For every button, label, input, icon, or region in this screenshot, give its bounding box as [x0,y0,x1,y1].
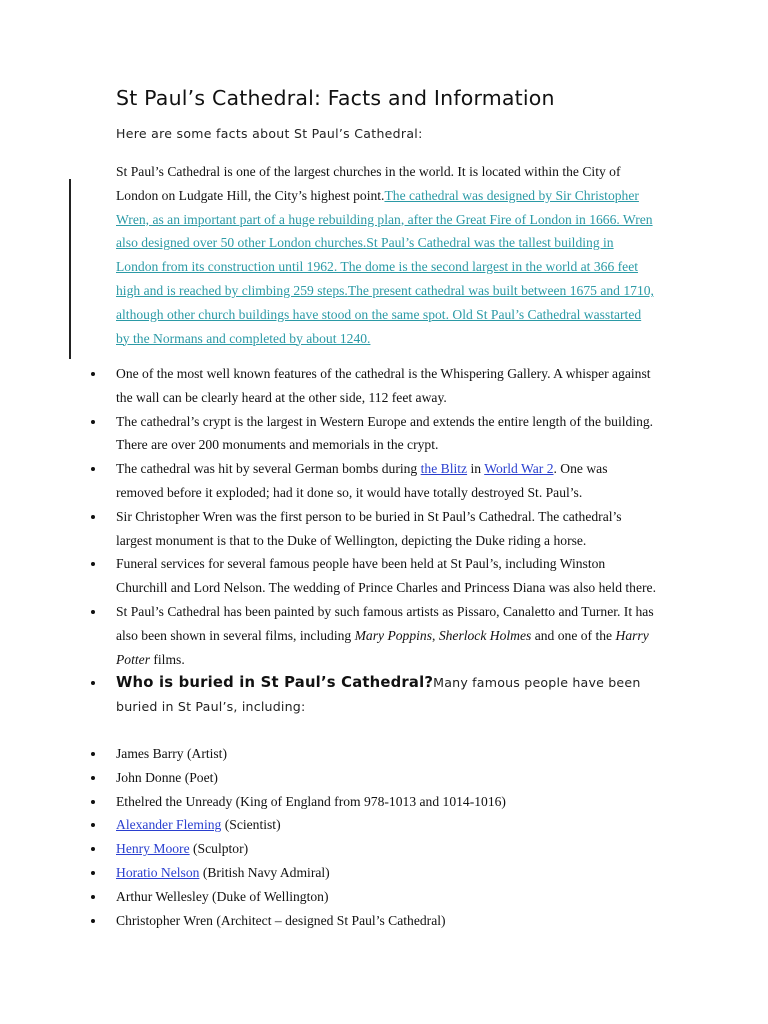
list-item-text: James Barry (Artist) [116,746,227,761]
list-item-text: The cathedral was hit by several German bombs during [116,461,421,477]
list-item [0,837,768,861]
bullet-icon [91,372,95,376]
list-item [0,410,656,458]
film-title: Sherlock Holmes [438,627,532,643]
list-item-text: Christopher Wren (Architect – designed St Paul’s Cathedral) [116,912,446,928]
bullet-icon [91,800,95,804]
bullet-icon [91,420,95,424]
bullet-icon [91,562,95,566]
buried-people-list [0,742,768,932]
intro-text: Here are some facts about St Paul’s Cathedral: [116,126,423,141]
film-title: Harry Potter [116,627,649,667]
section-intro-text: Many famous people have been buried in St Paul’s, including: [116,675,641,715]
tracked-insertion: St Paul’s Cathedral was the tallest building in London from its construction until 1962. The dome is the second largest in the world at 366 feet high and is reached by climbing 259 steps. [116,235,639,298]
bullet-icon [91,919,95,923]
list-item-text: Arthur Wellesley (Duke of Wellington) [116,888,329,904]
list-item [0,505,656,553]
bullet-icon [91,515,95,519]
list-item [0,885,768,909]
list-item-text: (Scientist) [221,817,281,833]
film-title: Mary Poppins [354,627,433,643]
tracked-insertion: The present cathedral was built between 1675 and 1710, although other church buildings have stood on the same spot. Old St Paul’s Cathedral wasstarted by the Normans and completed by about 1240. [116,282,654,346]
bullet-icon [91,752,95,756]
list-item [0,861,768,885]
list-item-text: films. [149,651,185,667]
bullet-icon [91,847,95,851]
list-item-text: in [467,461,485,477]
section-heading: Who is buried in St Paul’s Cathedral? [116,674,434,692]
bullet-icon [91,871,95,875]
list-item [0,457,656,505]
list-item-text: John Donne (Poet) [116,769,218,785]
list-item-text: , [432,627,439,643]
list-item [0,790,768,814]
paragraph-text: St Paul’s Cathedral is one of the largest churches in the world. It is located within the City of London on Ludgate Hill, the City’s highest point. [116,164,621,203]
list-item-text: . One was removed before it exploded; had it done so, it would have totally destroyed St. Paul’s. [116,461,608,500]
list-item [0,552,656,600]
list-item-text: St Paul’s Cathedral has been painted by such famous artists as Pissaro, Canaletto and Turner. It has also been shown in several films, including [116,603,654,643]
list-item [0,813,768,837]
link-the-blitz[interactable]: the Blitz [420,461,468,477]
bullet-icon [91,681,95,685]
list-item-text: The cathedral’s crypt is the largest in Western Europe and extends the entire length of the building. There are over 200 monuments and memorials in the crypt. [116,413,654,453]
list-item-text: One of the most well known features of the cathedral is the Whispering Gallery. A whisper against the wall can be clearly heard at the other side, 112 feet away. [116,366,651,405]
bullet-icon [91,467,95,471]
bullet-icon [91,895,95,899]
link-horatio-nelson[interactable]: Horatio Nelson [116,864,200,880]
list-item-text: Sir Christopher Wren was the first person to be buried in St Paul’s Cathedral. The cathedral’s largest monument is that to the Duke of Wellington, depicting the Duke riding a horse. [116,508,622,548]
list-item-text: and one of the [531,627,616,643]
list-item-text: (Sculptor) [189,841,249,857]
list-item [0,600,656,671]
tracked-insertion: The cathedral was designed by Sir Christopher Wren, as an important part of a huge rebuilding plan, after the Great Fire of London in 1666. Wren also designed over 50 other London churches. [116,187,653,251]
page-title: St Paul’s Cathedral: Facts and Information [116,86,555,110]
facts-list [0,362,768,719]
bullet-icon [91,823,95,827]
list-item [0,909,768,933]
intro-paragraph [116,160,656,350]
bullet-icon [91,610,95,614]
list-item-text: Funeral services for several famous people have been held at St Paul’s, including Winston Churchill and Lord Nelson. The wedding of Prince Charles and Princess Diana was also held there. [116,556,656,596]
list-item [0,671,656,719]
link-alexander-fleming[interactable]: Alexander Fleming [116,817,222,833]
link-henry-moore[interactable]: Henry Moore [116,841,190,857]
change-bar [69,179,71,359]
list-item [0,362,656,410]
link-world-war-2[interactable]: World War 2 [484,461,554,477]
bullet-icon [91,776,95,780]
list-item-text: Ethelred the Unready (King of England from 978-1013 and 1014-1016) [116,793,506,809]
list-item-text: (British Navy Admiral) [199,864,330,880]
list-item [0,742,768,766]
list-item [0,766,768,790]
